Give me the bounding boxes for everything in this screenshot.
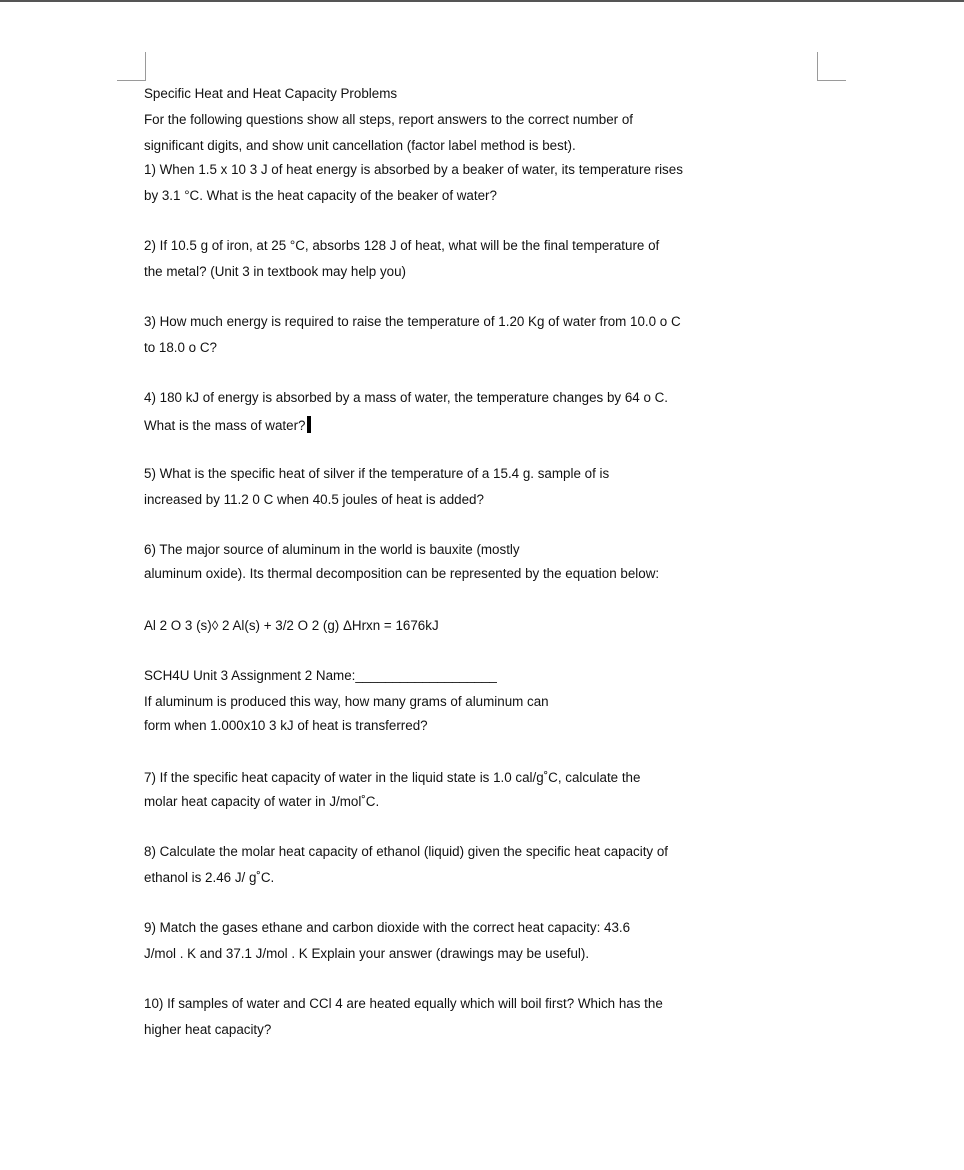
question-1-line: 1) When 1.5 x 10 3 J of heat energy is absorbed by a beaker of water, its temperature rises [144,162,683,177]
question-6-line: aluminum oxide). Its thermal decomposition can be represented by the equation below: [144,566,660,581]
question-3-line: to 18.0 o C? [144,340,217,355]
chemical-equation: Al 2 O 3 (s)◊ 2 Al(s) + 3/2 O 2 (g) ΔHrxn = 1676kJ [144,618,439,633]
question-6-line: form when 1.000x10 3 kJ of heat is transferred? [144,718,428,733]
question-7-line: molar heat capacity of water in J/mol˚C. [144,794,380,809]
document-title: Specific Heat and Heat Capacity Problems [144,86,398,101]
window-top-border [0,0,964,2]
question-3-line: 3) How much energy is required to raise the temperature of 1.20 Kg of water from 10.0 o C [144,314,681,329]
question-5-line: increased by 11.2 0 C when 40.5 joules of heat is added? [144,492,484,507]
question-6-line: 6) The major source of aluminum in the world is bauxite (mostly [144,542,520,557]
question-2-line: the metal? (Unit 3 in textbook may help you) [144,264,406,279]
question-4-text: What is the mass of water? [144,418,306,433]
question-8-line: 8) Calculate the molar heat capacity of ethanol (liquid) given the specific heat capacity of [144,844,669,859]
question-7-line: 7) If the specific heat capacity of water in the liquid state is 1.0 cal/g˚C, calculate the [144,770,641,785]
question-8-line: ethanol is 2.46 J/ g˚C. [144,870,275,885]
question-10-line: higher heat capacity? [144,1022,272,1037]
question-2-line: 2) If 10.5 g of iron, at 25 °C, absorbs 128 J of heat, what will be the final temperature of [144,238,660,253]
margin-corner-mark-left [117,52,146,81]
question-1-line: by 3.1 °C. What is the heat capacity of the beaker of water? [144,188,497,203]
question-4-line: 4) 180 kJ of energy is absorbed by a mass of water, the temperature changes by 64 o C. [144,390,669,405]
instructions-line: For the following questions show all steps, report answers to the correct number of [144,112,633,127]
assignment-name-line: SCH4U Unit 3 Assignment 2 Name:___________________ [144,668,497,683]
question-5-line: 5) What is the specific heat of silver if the temperature of a 15.4 g. sample of is [144,466,610,481]
question-6-line: If aluminum is produced this way, how many grams of aluminum can [144,694,549,709]
question-9-line: 9) Match the gases ethane and carbon dioxide with the correct heat capacity: 43.6 [144,920,631,935]
instructions-line: significant digits, and show unit cancellation (factor label method is best). [144,138,576,153]
question-10-line: 10) If samples of water and CCl 4 are heated equally which will boil first? Which has the [144,996,663,1011]
question-9-line: J/mol . K and 37.1 J/mol . K Explain your answer (drawings may be useful). [144,946,590,961]
text-cursor [307,416,311,433]
margin-corner-mark-right [817,52,846,81]
question-4-line-with-cursor [144,416,311,434]
